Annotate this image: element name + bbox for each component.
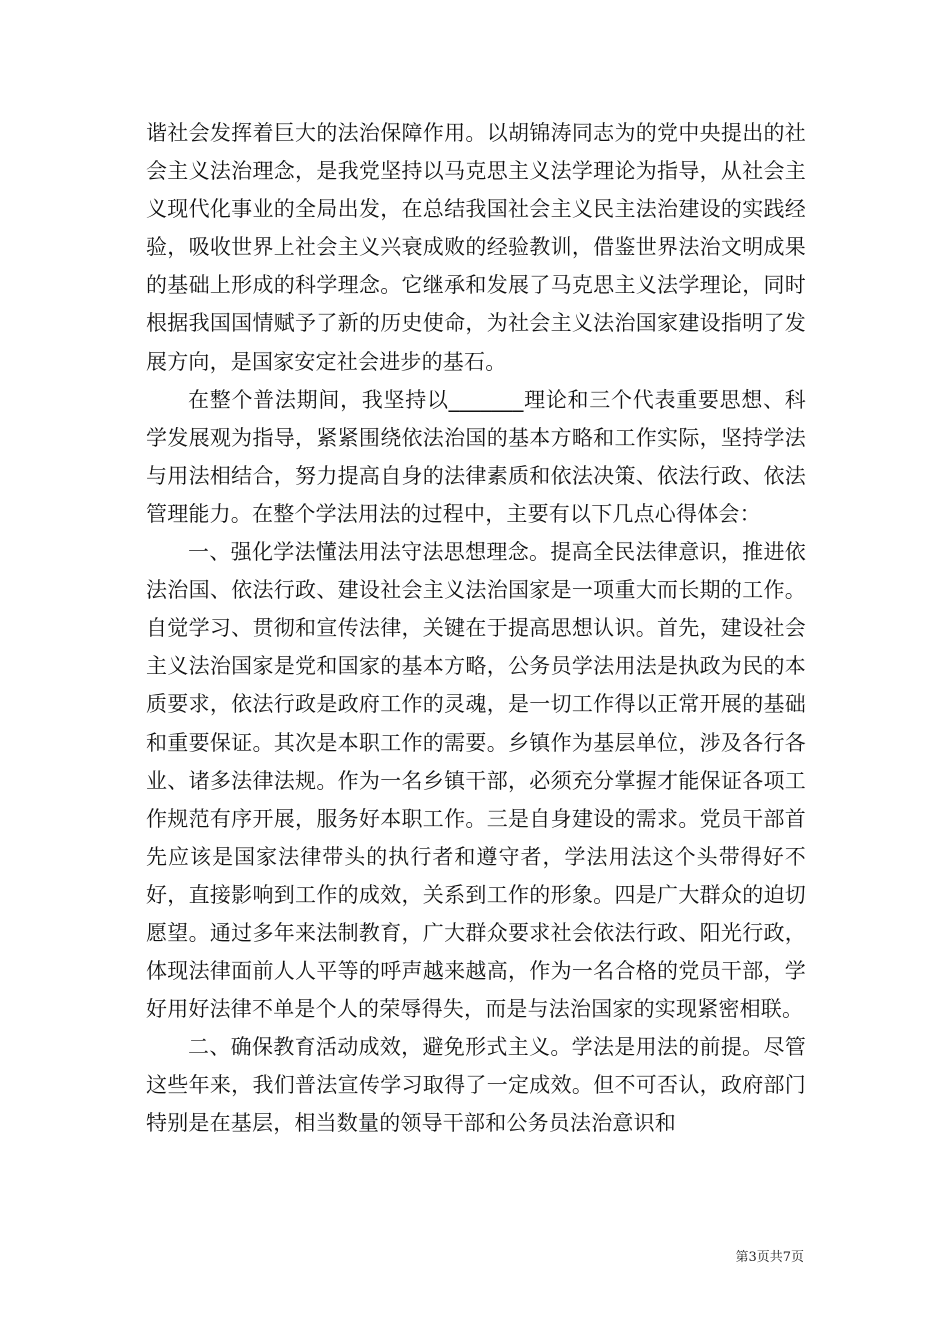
page-number-footer: 第3页共7页 bbox=[735, 1250, 804, 1265]
document-body bbox=[146, 114, 806, 1143]
paragraph-4: 二、确保教育活动成效，避免形式主义。学法是用法的前提。尽管这些年来，我们普法宣传学习取得了一定成效。但不可否认，政府部门特别是在基层，相当数量的领导干部和公务员法治意识和 bbox=[146, 1035, 806, 1136]
paragraph-2: 在整个普法期间，我坚持以_______理论和三个代表重要思想、科学发展观为指导，紧紧围绕依法治国的基本方略和工作实际，坚持学法与用法相结合，努力提高自身的法律素质和依法决策、依法行政、依法管理能力。在整个学法用法的过程中，主要有以下几点心得体会： bbox=[146, 387, 806, 526]
paragraph-3: 一、强化学法懂法用法守法思想理念。提高全民法律意识，推进依法治国、依法行政、建设社会主义法治国家是一项重大而长期的工作。自觉学习、贯彻和宣传法律，关键在于提高思想认识。首先，建设社会主义法治国家是党和国家的基本方略，公务员学法用法是执政为民的本质要求，依法行政是政府工作的灵魂，是一切工作得以正常开展的基础和重要保证。其次是本职工作的需要。乡镇作为基层单位，涉及各行各业、诸多法律法规。作为一名乡镇干部，必须充分掌握才能保证各项工作规范有序开展，服务好本职工作。三是自身建设的需求。党员干部首先应该是国家法律带头的执行者和遵守者，学法用法这个头带得好不好，直接影响到工作的成效，关系到工作的形象。四是广大群众的迫切愿望。通过多年来法制教育，广大群众要求社会依法行政、阳光行政，体现法律面前人人平等的呼声越来越高，作为一名合格的党员干部，学好用好法律不单是个人的荣辱得失，而是与法治国家的实现紧密相联。 bbox=[146, 540, 806, 1022]
paragraph-1: 谐社会发挥着巨大的法治保障作用。以胡锦涛同志为的党中央提出的社会主义法治理念，是我党坚持以马克思主义法学理论为指导，从社会主义现代化事业的全局出发，在总结我国社会主义民主法治建设的实践经验，吸收世界上社会主义兴衰成败的经验教训，借鉴世界法治文明成果的基础上形成的科学理念。它继承和发展了马克思主义法学理论，同时根据我国国情赋予了新的历史使命，为社会主义法治国家建设指明了发展方向，是国家安定社会进步的基石。 bbox=[146, 121, 806, 374]
